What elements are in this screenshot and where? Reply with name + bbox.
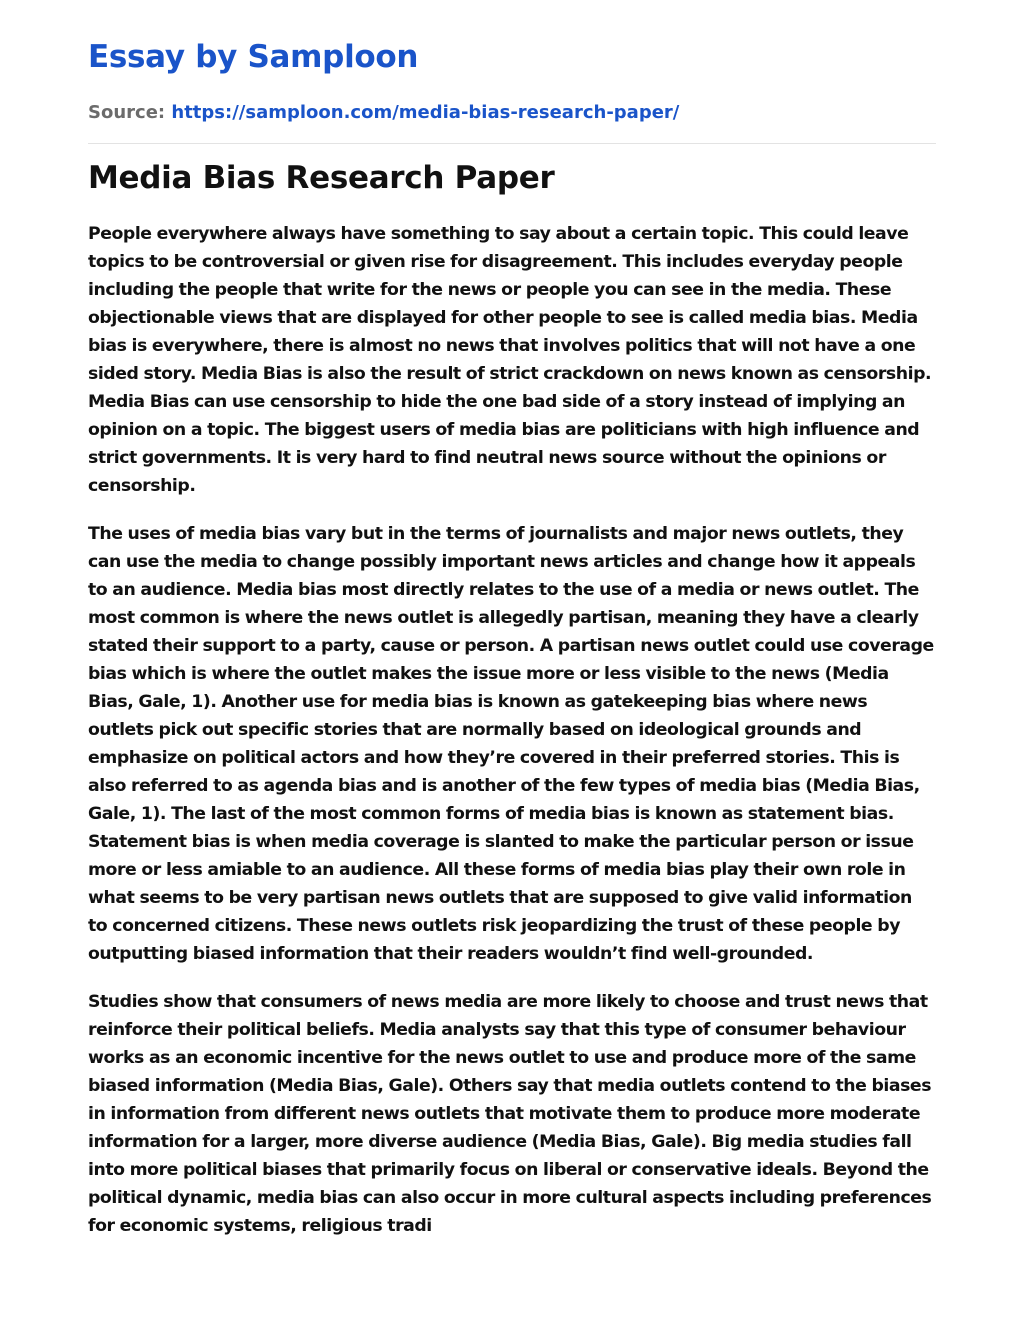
header-divider	[88, 143, 936, 144]
essay-title: Media Bias Research Paper	[88, 160, 555, 196]
essay-paragraph-3: Studies show that consumers of news media are more likely to choose and trust news that reinforce their political beliefs. Media analysts say that this type of consumer behaviour works as an economic incentive for the news outlet to use and produce more of the same biased information (Media Bias, Gale). Others say that media outlets contend to the biases in information from different news outlets that motivate them to produce more moderate information for a larger, more diverse audience (Media Bias, Gale). Big media studies fall into more political biases that primarily focus on liberal or conservative ideals. Beyond the political dynamic, media bias can also occur in more cultural aspects including preferences for economic systems, religious tradi	[88, 992, 932, 1236]
source-link[interactable]: https://samploon.com/media-bias-research-paper/	[171, 102, 680, 123]
essay-paragraph-2: The uses of media bias vary but in the terms of journalists and major news outlets, they can use the media to change possibly important news articles and change how it appeals to an audience. Media bias most directly relates to the use of a media or news outlet. The most common is where the news outlet is allegedly partisan, meaning they have a clearly stated their support to a party, cause or person. A partisan news outlet could use coverage bias which is where the outlet makes the issue more or less visible to the news (Media Bias, Gale, 1). Another use for media bias is known as gatekeeping bias where news outlets pick out specific stories that are normally based on ideological grounds and emphasize on political actors and how they’re covered in their preferred stories. This is also referred to as agenda bias and is another of the few types of media bias (Media Bias, Gale, 1). The last of the most common forms of media bias is known as statement bias. Statement bias is when media coverage is slanted to make the particular person or issue more or less amiable to an audience. All these forms of media bias play their own role in what seems to be very partisan news outlets that are supposed to give valid information to concerned citizens. These news outlets risk jeopardizing the trust of these people by outputting biased information that their readers wouldn’t find well-grounded.	[88, 524, 934, 964]
source-line	[88, 101, 936, 125]
essay-body	[88, 220, 936, 1240]
essay-paragraph-1: People everywhere always have something to say about a certain topic. This could leave topics to be controversial or given rise for disagreement. This includes everyday people including the people that write for the news or people you can see in the media. These objectionable views that are displayed for other people to see is called media bias. Media bias is everywhere, there is almost no news that involves politics that will not have a one sided story. Media Bias is also the result of strict crackdown on news known as censorship. Media Bias can use censorship to hide the one bad side of a story instead of implying an opinion on a topic. The biggest users of media bias are politicians with high influence and strict governments. It is very hard to find neutral news source without the opinions or censorship.	[88, 224, 932, 496]
site-brand[interactable]: Essay by Samploon	[88, 39, 419, 75]
source-label: Source:	[88, 102, 166, 123]
